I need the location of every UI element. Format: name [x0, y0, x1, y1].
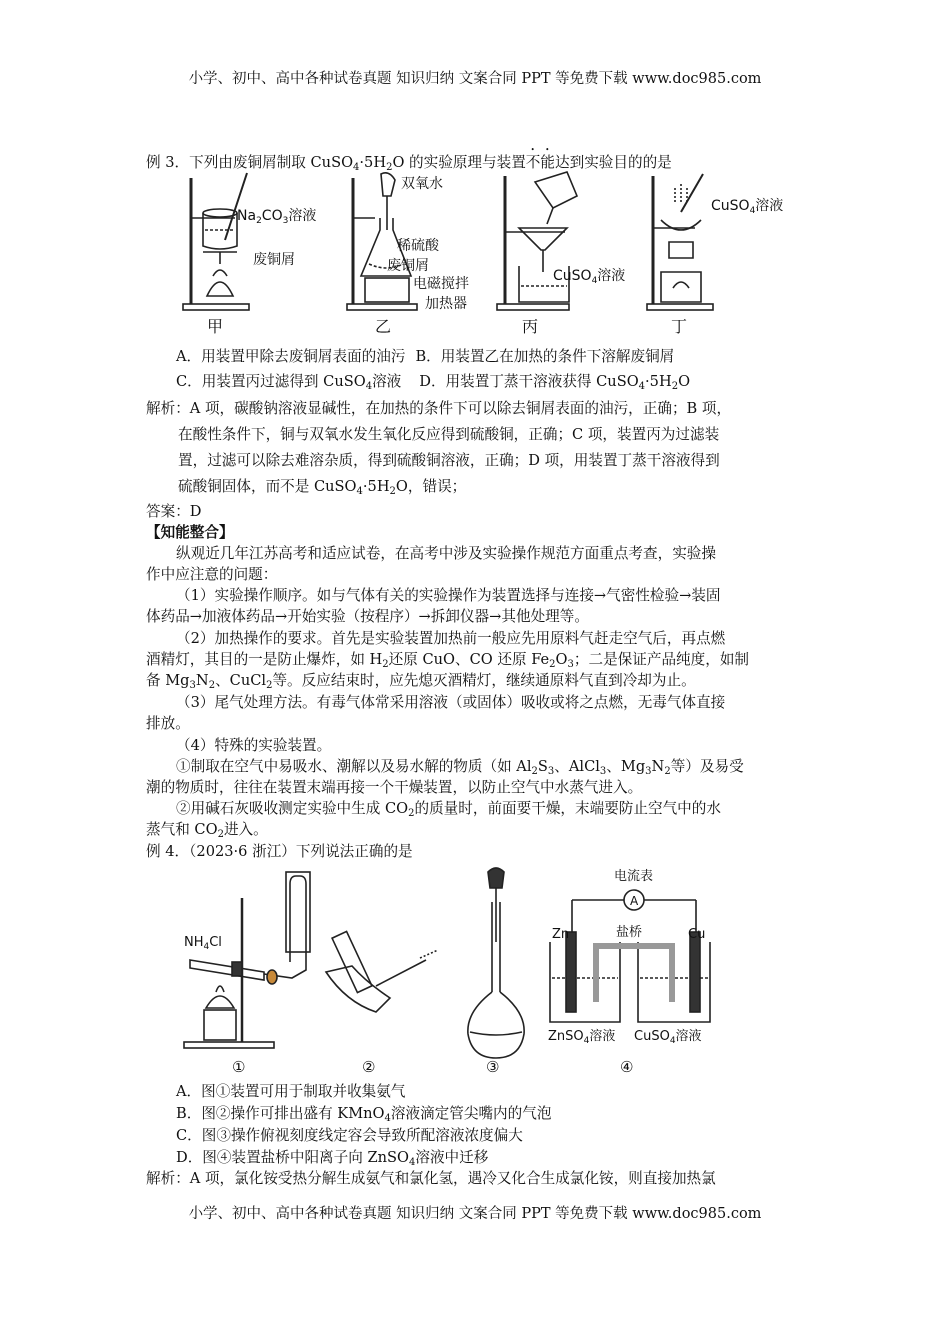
label-znso4: ZnSO$_4$溶液: [548, 1029, 616, 1046]
knowledge-p3-line2: 排放。: [146, 715, 190, 732]
label-ding: 丁: [671, 317, 688, 336]
label-heater: 加热器: [425, 296, 467, 312]
knowledge-p6-line1: ②用碱石灰吸收测定实验中生成 $CO_2$的质量时，前面要干燥，末端要防止空气中的水: [176, 800, 721, 819]
ex3-option-cd: [176, 371, 690, 392]
ex3-analysis-line3: 置，过滤可以除去难溶杂质，得到硫酸铜溶液，正确；D 项，用装置丁蒸干溶液得到: [178, 452, 720, 469]
label-cuso4: CuSO$_4$溶液: [634, 1029, 702, 1046]
label-h2o2: 双氧水: [401, 176, 443, 192]
ex3-option-b: B．用装置乙在加热的条件下溶解废铜屑: [415, 348, 675, 365]
label-n1: ①: [232, 1058, 246, 1076]
knowledge-p4: （4）特殊的实验装置。: [176, 737, 332, 754]
ex3-analysis-line4: 硫酸铜固体，而不是 $CuSO_4\cdot 5H_2O$，错误；: [178, 478, 467, 497]
label-bing: 丙: [522, 317, 539, 336]
page-footer: 小学、初中、高中各种试卷真题 知识归纳 文案合同 PPT 等免费下载 www.doc985.com: [188, 1206, 762, 1222]
example4-apparatus-figure: [176, 862, 736, 1078]
knowledge-p2-line3: 备 $Mg_3N_2$、CuCl$_2$等。反应结束时，应先熄灭酒精灯，继续通原料气直到冷却为止。: [146, 672, 696, 691]
page-header: 小学、初中、高中各种试卷真题 知识归纳 文案合同 PPT 等免费下载 www.doc985.com: [188, 71, 762, 87]
knowledge-p3-line1: （3）尾气处理方法。有毒气体常采用溶液（或固体）吸收或将之点燃，无毒气体直接: [176, 694, 726, 711]
label-ammeter-a: A: [630, 894, 639, 908]
label-n4: ④: [620, 1058, 634, 1076]
ex3-analysis-line1: 解析：A 项，碳酸钠溶液显碱性，在加热的条件下可以除去铜屑表面的油污，正确；B 项，: [146, 400, 732, 417]
knowledge-p0-line1: 纵观近几年江苏高考和适应试卷，在高考中涉及实验操作规范方面重点考查，实验操: [176, 545, 716, 562]
label-n3: ③: [486, 1058, 500, 1076]
apparatus-drawings: [175, 168, 815, 340]
label-cu: Cu: [688, 927, 706, 942]
label-jia: 甲: [207, 317, 224, 336]
label-yi: 乙: [375, 317, 392, 336]
label-zn: Zn: [552, 927, 570, 942]
knowledge-p2-line1: （2）加热操作的要求。首先是实验装置加热前一般应先用原料气赶走空气后，再点燃: [176, 630, 726, 647]
ex4-option-a: A．图①装置可用于制取并收集氨气: [176, 1083, 406, 1100]
ex3-option-c: C．用装置丙过滤得到 CuSO$_4$溶液: [176, 373, 402, 392]
knowledge-p6-line2: 蒸气和 $CO_2$进入。: [146, 821, 268, 840]
knowledge-p5-line2: 潮的物质时，往往在装置末端再接一个干燥装置，以防止空气中水蒸气进入。: [146, 779, 643, 796]
knowledge-title: 【知能整合】: [146, 524, 234, 541]
example3-apparatus-figure: [175, 168, 815, 340]
knowledge-p1-line2: 体药品→加液体药品→开始实验（按程序）→拆卸仪器→其他处理等。: [146, 608, 589, 625]
label-nh4cl: $NH_4Cl$: [184, 935, 222, 952]
label-cuso4-c: CuSO$_4$溶液: [553, 268, 626, 286]
label-n2: ②: [362, 1058, 376, 1076]
knowledge-p2-line2: 酒精灯，其目的一是防止爆炸，如 $H_2$还原 CuO、CO 还原 $Fe_2O_3$；二是保证产品纯度，如制: [146, 651, 750, 670]
ex4-option-c: C．图③操作俯视刻度线定容会导致所配溶液浓度偏大: [176, 1127, 523, 1144]
q3-emphasis: 不能: [525, 154, 555, 171]
sub: 4: [353, 162, 360, 173]
ex4-analysis-line1: 解析：A 项，氯化铵受热分解生成氨气和氯化氢，遇冷又化合生成氯化铵，则直接加热氯: [146, 1170, 716, 1187]
knowledge-p5-line1: ①制取在空气中易吸水、潮解以及易水解的物质（如 $Al_2S_3$、AlCl$_3$、$Mg_3N_2$等）及易受: [176, 758, 744, 777]
label-cuso4-d: CuSO$_4$溶液: [711, 198, 784, 216]
label-na2co3: $Na_2CO_3$溶液: [237, 208, 317, 226]
label-ammeter: 电流表: [614, 869, 654, 884]
ex3-option-a: A．用装置甲除去废铜屑表面的油污: [176, 348, 406, 365]
ex4-drawings: [176, 862, 736, 1078]
ex4-option-d: D．图④装置盐桥中阳离子向 ZnSO$_4$溶液中迁移: [176, 1149, 489, 1168]
ex3-analysis-line2: 在酸性条件下，铜与双氧水发生氧化反应得到硫酸铜，正确；C 项，装置丙为过滤装: [178, 426, 720, 443]
q3-mid2: O 的实验原理与装置: [392, 154, 526, 171]
q3-mid: ·5H: [359, 154, 387, 171]
label-waste-copper-a: 废铜屑: [253, 252, 295, 268]
label-salt-bridge: 盐桥: [616, 925, 643, 940]
q3-prefix: 例 3．下列由废铜屑制取 CuSO: [146, 154, 354, 171]
label-dilute-acid: 稀硫酸: [397, 238, 439, 254]
sub: 2: [386, 162, 393, 173]
q3-suffix: 达到实验目的的是: [555, 154, 672, 171]
ex3-answer: 答案：D: [146, 503, 202, 520]
ex3-option-ab: [176, 346, 674, 367]
label-waste-copper-b: 废铜屑: [387, 258, 429, 274]
ex3-option-d: D．用装置丁蒸干溶液获得 $CuSO_4\cdot 5H_2O$: [419, 373, 691, 392]
knowledge-p0-line2: 作中应注意的问题：: [146, 566, 278, 583]
ex4-option-b: B．图②操作可排出盛有 KMnO$_4$溶液滴定管尖嘴内的气泡: [176, 1105, 552, 1124]
example4-question: 例 4．（2023·6 浙江）下列说法正确的是: [146, 843, 413, 860]
knowledge-p1-line1: （1）实验操作顺序。如与气体有关的实验操作为装置选择与连接→气密性检验→装固: [176, 587, 721, 604]
label-stirrer: 电磁搅拌: [413, 276, 469, 292]
